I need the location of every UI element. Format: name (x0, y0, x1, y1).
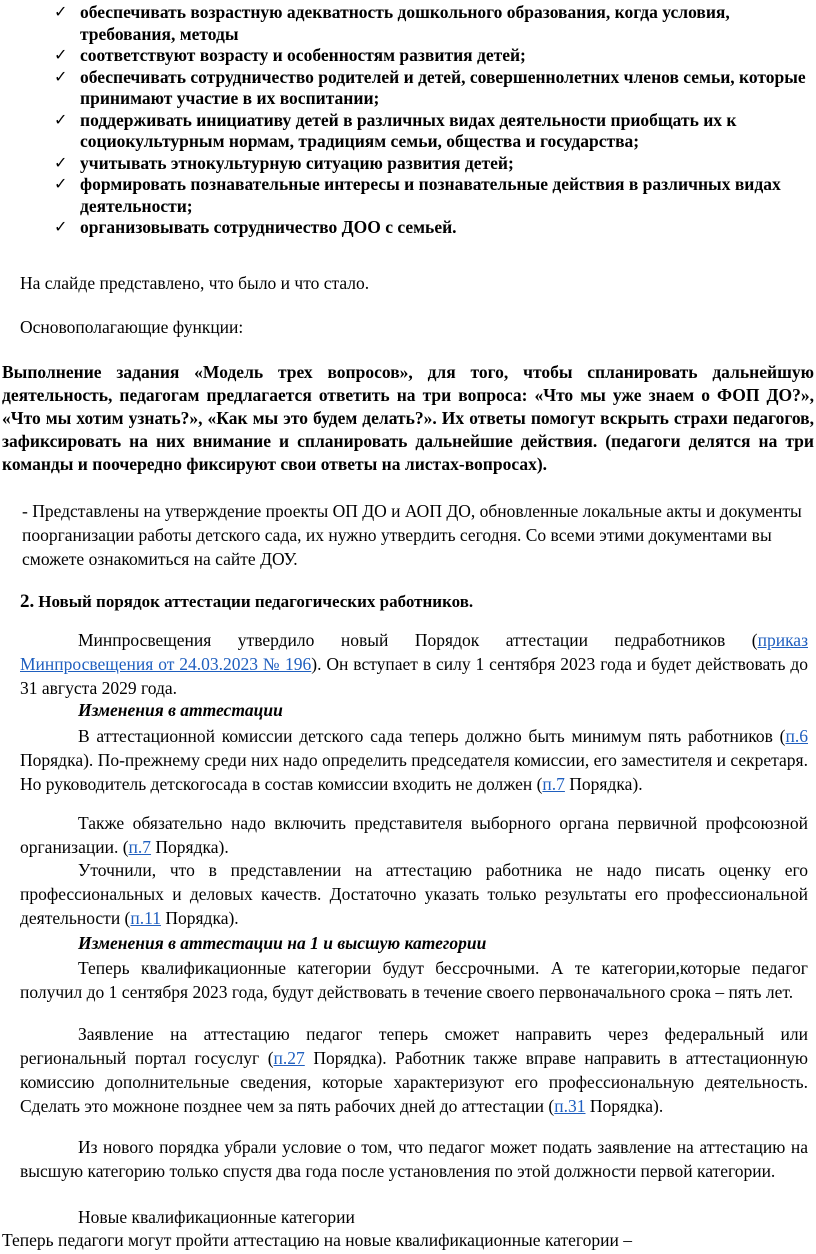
application-paragraph: Заявление на аттестацию педагог теперь сможет направить через федеральный или региональный портал госуслуг (п.27 Порядка). Работник также вправе направить в аттестационную комиссию дополнительные сведения, которые характеризуют его профессиональную деятельность. Сделать это можноне позднее чем за пять рабочих дней до аттестации (п.31 Порядка). (20, 1024, 809, 1116)
subheading-categories: Изменения в аттестации на 1 и высшую категории (78, 933, 487, 953)
order-link[interactable]: приказ Минпросвещения от 24.03.2023 № 196 (20, 630, 808, 674)
clause-27-link[interactable]: п.27 (273, 1048, 305, 1068)
checklist-item: ✓ организовывать сотрудничество ДОО с семьей. (54, 217, 457, 237)
categories-paragraph: Теперь квалификационные категории будут бессрочными. А те категории,которые педагог получил до 1 сентября 2023 года, будут действовать в течение своего первоначального срока – пять лет. (20, 958, 808, 1002)
last-line: Теперь педагоги могут пройти аттестацию на новые квалификационные категории – (2, 1230, 633, 1250)
new-categories-label: Новые квалификационные категории (78, 1207, 355, 1227)
order-paragraph: Минпросвещения утвердило новый Порядок аттестации педработников (приказ Минпросвещения от 24.03.2023 № 196). Он вступает в силу 1 сентября 2023 года и будет действовать до 31 августа 2029 года. (20, 630, 808, 698)
check-icon: ✓ (54, 4, 68, 21)
section-heading (20, 591, 473, 613)
documents-paragraph: - Представлены на утверждение проекты ОП ДО и АОП ДО, обновленные локальные акты и документы поорганизации работы детского сада, их нужно утвердить сегодня. Со всеми этими документами вы сможете ознакомиться на сайте ДОУ. (22, 501, 802, 569)
clause-31-link[interactable]: п.31 (554, 1096, 586, 1116)
checklist-item: ✓ формировать познавательные интересы и познавательные действия в различных видах деятельности; (54, 174, 781, 216)
check-icon: ✓ (54, 154, 68, 172)
representation-paragraph: Уточнили, что в представлении на аттестацию работника не надо писать оценку его профессиональных и деловых качеств. Достаточно указать только результаты его профессиональной деятельности (п.11 Порядка). (20, 860, 808, 928)
checklist-item: ✓ поддерживать инициативу детей в различных видах деятельности приобщать их к социокультурным нормам, традициям семьи, общества и государства; (54, 109, 737, 151)
checklist-item: ✓ соответствуют возрасту и особенностям развития детей; (54, 45, 526, 65)
task-paragraph: Выполнение задания «Модель трех вопросов», для того, чтобы спланировать дальнейшую деятельность, педагогам предлагается ответить на три вопроса: «Что мы уже знаем о ФОП ДО?», «Что мы хотим узнать?», «Как мы это будем делать?». Их ответы помогут вскрыть страхи педагогов, зафиксировать на них внимание и спланировать дальнейшие действия. (педагоги делятся на три команды и поочередно фиксируют свои ответы на листах-вопросах). (2, 362, 814, 474)
commission-paragraph: В аттестационной комиссии детского сада теперь должно быть минимум пять работников (п.6 Порядка). По-прежнему среди них надо определить председателя комиссии, его заместителя и секретаря. Но руководитель детскогосада в состав комиссии входить не должен (п.7 Порядка). (20, 726, 808, 794)
section-title: Новый порядок аттестации педагогических работников. (38, 592, 474, 611)
check-icon: ✓ (54, 219, 68, 236)
section-number: 2. (20, 591, 35, 612)
clause-7-link-2[interactable]: п.7 (128, 837, 152, 857)
checklist-item: ✓ обеспечивать сотрудничество родителей и детей, совершеннолетних членов семьи, которые принимают участие в их воспитании; (54, 66, 806, 108)
functions-label: Основополагающие функции: (20, 317, 244, 337)
union-paragraph: Также обязательно надо включить представителя выборного органа первичной профсоюзной организации. (п.7 Порядка). (20, 813, 808, 857)
subheading-changes: Изменения в аттестации (78, 700, 283, 720)
check-icon: ✓ (54, 176, 68, 193)
check-icon: ✓ (54, 111, 68, 129)
check-icon: ✓ (54, 68, 68, 86)
check-icon: ✓ (54, 47, 68, 64)
clause-7-link[interactable]: п.7 (542, 774, 565, 794)
clause-11-link[interactable]: п.11 (130, 908, 161, 928)
checklist-item: ✓ обеспечивать возрастную адекватность дошкольного образования, когда условия, требования, методы (54, 2, 730, 44)
removed-condition-paragraph: Из нового порядка убрали условие о том, что педагог может подать заявление на аттестацию на высшую категорию только спустя два года после установления по этой должности первой категории. (20, 1137, 808, 1181)
checklist-item: ✓ учитывать этнокультурную ситуацию развития детей; (54, 152, 514, 173)
clause-6-link[interactable]: п.6 (785, 726, 808, 746)
requirements-checklist (54, 2, 814, 239)
slide-note: На слайде представлено, что было и что стало. (20, 273, 370, 293)
